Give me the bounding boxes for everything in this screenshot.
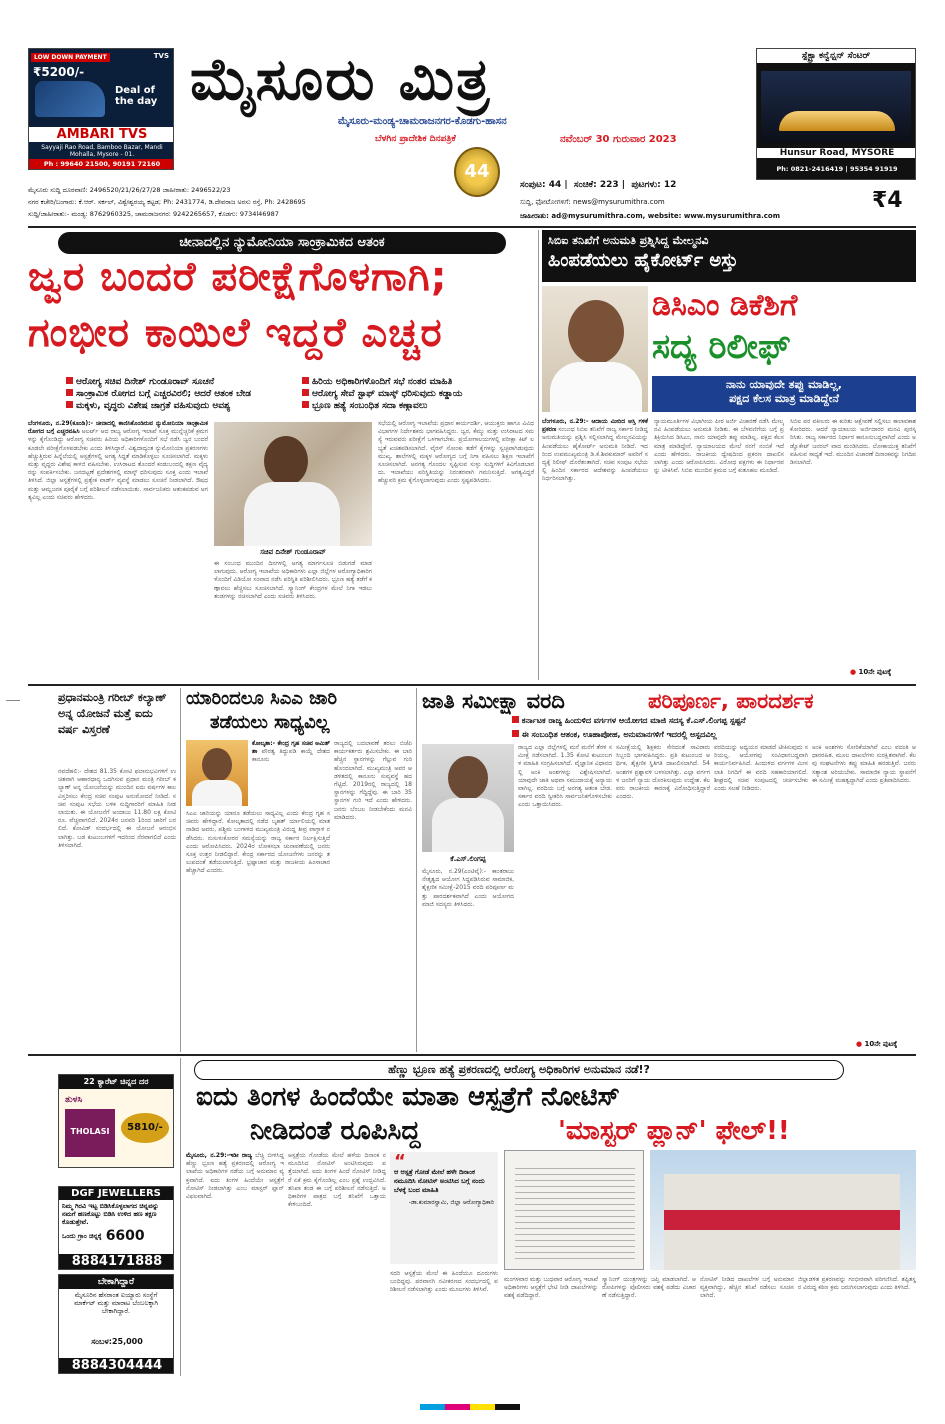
official-quote-by: -ಡಾ.ಕುಮಾರಸ್ವಾಮಿ, ಜಿಲ್ಲಾ ಆರೋಗ್ಯಾಧಿಕಾರಿ	[408, 1199, 494, 1206]
issue: ಸಂಚಿಕೆ: 223	[573, 180, 619, 190]
minister-photo	[214, 422, 372, 546]
lead-bullet: ಮಕ್ಕಳು, ವೃದ್ಧರು ವಿಶೇಷ ಜಾಗ್ರತೆ ವಹಿಸುವುದು ಅವಶ್ಯ	[76, 401, 231, 411]
ad-deal: Deal of the day	[115, 85, 158, 107]
dealer-phone: Ph : 99640 21500, 90191 72160	[29, 159, 174, 169]
caa-dateline: ಕೋಲ್ಕತಾ:- ಕೇಂದ್ರ ಗೃಹ ಸಚಿವ ಅಮಿತ್ ಶಾ	[252, 740, 330, 756]
contact-line-1: ಮೈಸೂರು ಸುದ್ದಿ ದೂರವಾಣಿ: 2496520/21/26/27/28 ಜಾಹೀರಾತು: 2496522/23	[28, 186, 231, 194]
pages: ಪುಟಗಳು: 12	[631, 180, 677, 190]
bottom-body-col-4: ಮಂಗಳವಾರ ಮತ್ತು ಬುಧವಾರ ಆರೋಗ್ಯ ಇಲಾಖೆ ಅಧಿಕಾರಿಗಳು ಆಸ್ಪತ್ರೆಗೆ ಭೇಟಿ ನೀಡಿ ದಾಖಲೆಗಳನ್ನು ವಶಕ್ಕೆ ಪಡೆದಿದ್ದಾರೆ.	[504, 1276, 598, 1300]
bottom-body-col-5: ಸ್ಕ್ಯಾನಿಂಗ್ ಯಂತ್ರಗಳನ್ನು ಜಪ್ತಿ ಮಾಡಲಾಗಿದೆ. ಆರೋಪಿಗಳನ್ನು ಪೊಲೀಸರು ವಶಕ್ಕೆ ಪಡೆದು ವಿಚಾರಣೆ ನಡೆಸುತ್ತಿದ್ದಾರೆ.	[602, 1276, 696, 1300]
lead-bullet: ಭ್ರೂಣ ಹತ್ಯೆ ಸಂಬಂಧಿತ ಸದಾ ಕಣ್ಗಾವಲು	[312, 401, 428, 411]
dks-quote-2: ಪಕ್ಷದ ಕೆಲಸ ಮಾತ್ರ ಮಾಡಿದ್ದೇನೆ	[729, 392, 839, 405]
pm-scheme-title: ಪ್ರಧಾನಮಂತ್ರಿ ಗರೀಬ್ ಕಲ್ಯಾಣ್ ಅನ್ನ ಯೋಜನೆ ಮತ್ತೆ ಐದು ವರ್ಷ ವಿಸ್ತರಣೆ	[58, 691, 167, 736]
dks-continued[interactable]: ● 10ನೇ ಪುಟಕ್ಕೆ	[850, 668, 892, 676]
pm-scheme-body: ನವದೆಹಲಿ:- ದೇಶದ 81.35 ಕೋಟಿ ಫಲಾನುಭವಿಗಳಿಗೆ ಉಚಿತವಾಗಿ ಆಹಾರಧಾನ್ಯ ಒದಗಿಸುವ ಪ್ರಧಾನ ಮಂತ್ರಿ ಗರೀಬ್ ಕಲ್ಯಾಣ್ ಅನ್ನ ಯೋಜನೆಯನ್ನು ಮುಂದಿನ ಐದು ವರ್ಷಗಳ ಕಾಲ ವಿಸ್ತರಿಸಲು ಕೇಂದ್ರ ಸಚಿವ ಸಂಪುಟ ಅನುಮೋದನೆ ನೀಡಿದೆ. ಸಚಿವ ಸಂಪುಟ ಸಭೆಯ ಬಳಿಕ ಸುದ್ದಿಗಾರರಿಗೆ ಮಾಹಿತಿ ನೀಡಲಾಯಿತು. ಈ ಯೋಜನೆಗೆ ಅಂದಾಜು 11.80 ಲಕ್ಷ ಕೋಟಿ ರೂ. ವೆಚ್ಚವಾಗಲಿದೆ. 2024ರ ಜನವರಿ 1ರಿಂದ ಜಾರಿಗೆ ಬರಲಿದೆ. ಕೋವಿಡ್ ಸಂದರ್ಭದಲ್ಲಿ ಈ ಯೋಜನೆ ಆರಂಭಿಸಲಾಗಿತ್ತು. ಬಡ ಕುಟುಂಬಗಳಿಗೆ ಇದರಿಂದ ನೆರವಾಗಲಿದೆ ಎಂದು ತಿಳಿಸಲಾಗಿದೆ.	[58, 768, 176, 849]
lead-bullet: ಹಿರಿಯ ಅಧಿಕಾರಿಗಳೊಂದಿಗೆ ಸಭೆ ನಂತರ ಮಾಹಿತಿ	[312, 377, 453, 387]
lead-bullet: ಆರೋಗ್ಯ ಸಚಿವ ದಿನೇಶ್ ಗುಂಡೂರಾವ್ ಸೂಚನೆ	[76, 377, 215, 387]
lead-bullet: ಆರೋಗ್ಯ ಸೇವೆ ಸ್ಟಾಫ್ ಮಾಸ್ಕ್ ಧರಿಸುವುದು ಕಡ್ಡಾಯ	[312, 389, 463, 399]
column-rule	[416, 688, 417, 1052]
shirt-shape	[432, 798, 504, 852]
shirt-shape	[550, 362, 642, 412]
lead-headline-2: ಗಂಭೀರ ಕಾಯಿಲೆ ಇದ್ದರೆ ಎಚ್ಚರ	[28, 310, 443, 356]
job-text: ಮೈಸೂರಿನ ಹೆಸರಾಂತ ಐಯ್ಯಾರು ಸಂಸ್ಥೆಗೆ ಮಾರ್ಕೆಟ್ ಮತ್ತು ಮಾರಾಟ ಬೆಂಬಲಕ್ಕಾಗಿ ಬೇಕಾಗಿದ್ದಾರೆ.	[74, 1291, 158, 1315]
dgf-phone: 8884171888	[59, 1254, 174, 1269]
caa-headline-2: ತಡೆಯಲು ಸಾಧ್ಯವಿಲ್ಲ	[210, 712, 330, 733]
lead-body-col-1: ಬೆಂಗಳೂರು, ನ.29(ಕೂಂಡಿ):- ಚೀನಾದಲ್ಲಿ ಕಾಣಿಸಿಕೊಂಡಿರುವ ನ್ಯುಮೋನಿಯಾ ಸಾಂಕ್ರಾಮಿಕ ರೋಗದ ಬಗ್ಗೆ ಎಚ್ಚರವಹಿಸಿ ಅಲರ್ಟ್ ಆದ ರಾಜ್ಯ ಆರೋಗ್ಯ ಇಲಾಖೆ ಸೂಕ್ತ ಮುನ್ನೆಚ್ಚರಿಕೆ ಕ್ರಮಗಳನ್ನು ಕೈಗೊಂಡಿದ್ದು ಆರೋಗ್ಯ ಸಚಿವರು ಹಿರಿಯ ಅಧಿಕಾರಿಗಳೊಂದಿಗೆ ಸಭೆ ನಡೆಸಿ ಜ್ವರ ಬಂದರೆ ಕೂಡಲೇ ಪರೀಕ್ಷೆಗೊಳಪಡಬೇಕು ಎಂದು ತಿಳಿಸಿದ್ದಾರೆ. ವಿಶ್ವದಾದ್ಯಂತ ನ್ಯುಮೋನಿಯಾ ಪ್ರಕರಣಗಳು ಹೆಚ್ಚುತ್ತಿರುವ ಹಿನ್ನೆಲೆಯಲ್ಲಿ ಆಸ್ಪತ್ರೆಗಳಲ್ಲಿ ಅಗತ್ಯ ಸಿದ್ಧತೆ ಮಾಡಿಕೊಳ್ಳಲು ಸೂಚಿಸಲಾಗಿದೆ. ಮಕ್ಕಳು ಮತ್ತು ವೃದ್ಧರು ವಿಶೇಷ ಕಾಳಜಿ ವಹಿಸಬೇಕು. ಉಸಿರಾಟದ ತೊಂದರೆ ಕಂಡುಬಂದಲ್ಲಿ ತಕ್ಷಣ ವೈದ್ಯರನ್ನು ಸಂಪರ್ಕಿಸಬೇಕು. ಜನದಟ್ಟಣೆ ಪ್ರದೇಶಗಳಲ್ಲಿ ಮಾಸ್ಕ್ ಧರಿಸುವುದು ಸೂಕ್ತ ಎಂದು ಇಲಾಖೆ ತಿಳಿಸಿದೆ. ಜಿಲ್ಲಾ ಆಸ್ಪತ್ರೆಗಳಲ್ಲಿ ಪ್ರತ್ಯೇಕ ವಾರ್ಡ್ ವ್ಯವಸ್ಥೆ ಮಾಡಲು ಸೂಚನೆ ನೀಡಲಾಗಿದೆ. ಔಷಧ ಮತ್ತು ಆಮ್ಲಜನಕ ಪೂರೈಕೆ ಬಗ್ಗೆ ಪರಿಶೀಲನೆ ನಡೆಸಲಾಯಿತು. ಸಾರ್ವಜನಿಕರು ಆತಂಕಪಡುವ ಅಗತ್ಯವಿಲ್ಲ ಎಂದು ಸಚಿವರು ಹೇಳಿದರು.	[28, 420, 208, 501]
ad-ambari-tvs[interactable]	[28, 48, 174, 170]
caa-body-col-1: ಕೋಲ್ಕತಾ:- ಕೇಂದ್ರ ಗೃಹ ಸಚಿವ ಅಮಿತ್ ಶಾ ಪೌರತ್ವ ತಿದ್ದುಪಡಿ ಕಾಯ್ದೆ ದೇಶದ ಕಾನೂನು	[252, 740, 330, 764]
bottom-headline-1: ಐದು ತಿಂಗಳ ಹಿಂದೆಯೇ ಮಾತಾ ಆಸ್ಪತ್ರೆಗೆ ನೋಟಿಸ್	[196, 1082, 620, 1112]
ad-price: ₹5200/-	[33, 65, 85, 79]
registration-mark-left	[6, 700, 20, 701]
web-line[interactable]: ಜಾಹೀರಾತು: ad@mysurumithra.com, website: www.mysurumithra.com	[520, 212, 781, 220]
dks-quote-1: ನಾನು ಯಾವುದೇ ತಪ್ಪು ಮಾಡಿಲ್ಲ,	[726, 378, 842, 391]
ad-badge: LOW DOWN PAYMENT	[31, 53, 110, 62]
caste-body-col-5: ಅಂಕಿ ಅಂಶಗಳು ಸೋರಿಕೆಯಾಗಿವೆ ಎಂಬ ವದಂತಿ ಆಧಾರರಹಿತ. ಮೂಲ ದಾಖಲೆಗಳು ಸುರಕ್ಷಿತವಾಗಿವೆ. ಕೆಲವು ಸಂಘಟನೆಗಳು ತಪ್ಪು ಮಾಹಿತಿ ಹರಡುತ್ತಿವೆ. ಜನರು ಸತ್ಯಾಂಶ ಅರಿಯಬೇಕು. ಸಾಮಾಜಿಕ ನ್ಯಾಯ ಸ್ಥಾಪನೆಗೆ ಈ ಸಮೀಕ್ಷೆ ಮಹತ್ವದ್ದಾಗಿದೆ ಎಂದು ಪ್ರತಿಪಾದಿಸಿದರು.	[812, 744, 916, 784]
email-line[interactable]: ಸುದ್ದಿ, ಫೋಟೋಗಳಿಗೆ: news@mysurumithra.com	[520, 198, 665, 206]
masthead-title: ಮೈಸೂರು ಮಿತ್ರ	[190, 45, 492, 113]
volume: ಸಂಪುಟ: 44	[520, 180, 562, 190]
lead-bullet: ಸಾಂಕ್ರಾಮಿಕ ರೋಗದ ಬಗ್ಗೆ ಎಚ್ಚರವಿರಲಿ; ಆದರೆ ಆತಂಕ ಬೇಡ	[76, 389, 251, 399]
contact-line-2: ನಗರ ಕಚೇರಿ/ಬಂಗಾರು: ಕೆ.ಆರ್. ಸರ್ಕಲ್, ವಿಶ್ವೇಶ್ವರಯ್ಯ ಕಟ್ಟಡ; Ph: 2431774, ಡಿ.ದೇವರಾಜ ಅರಸು ರಸ್ತೆ, Ph: 2428695	[28, 198, 306, 206]
tholasi-brand: ತುಳಸಿ	[65, 1095, 83, 1105]
dgf-gram-label: ಒಂದು ಗ್ರಾಂ ಚಿನ್ನಕ್ಕೆ	[62, 1231, 102, 1240]
dgf-text: ನಿಮ್ಮ ಗಿರವಿ ಇಟ್ಟ ಬಿಡಿಸಿಕೊಳ್ಳಲಾಗದ ಚಿನ್ನವನ್ನು ನಮಗೆ ಹಣಕೊಟ್ಟು ಬಿಡಿಸಿ ಉಳಿದ ಹಣ ತಕ್ಷಣ ಕೊಡುತ್ತೇವೆ.	[62, 1202, 159, 1226]
venue-location: Hunsur Road, MYSORE	[757, 148, 916, 158]
dks-headline-2: ಸದ್ಯ ರಿಲೀಫ್	[652, 327, 791, 367]
caa-headline-1: ಯಾರಿಂದಲೂ ಸಿಎಎ ಜಾರಿ	[186, 688, 338, 709]
quote-mark-icon: “	[394, 1151, 406, 1172]
caa-body-col-2: ಸಿಎಎ ಜಾರಿಯನ್ನು ಯಾರೂ ತಡೆಯಲು ಸಾಧ್ಯವಿಲ್ಲ ಎಂದು ಕೇಂದ್ರ ಗೃಹ ಸಚಿವರು ಹೇಳಿದ್ದಾರೆ. ಕೋಲ್ಕತಾದಲ್ಲಿ ನಡೆದ ಬೃಹತ್ ರ್ಯಾಲಿಯಲ್ಲಿ ಮಾತನಾಡಿದ ಅವರು, ಪಶ್ಚಿಮ ಬಂಗಾಳದ ಮುಖ್ಯಮಂತ್ರಿ ವಿರುದ್ಧ ತೀವ್ರ ವಾಗ್ದಾಳಿ ನಡೆಸಿದರು. ನುಸುಳುಕೋರರ ಸಮಸ್ಯೆಯನ್ನು ರಾಜ್ಯ ಸರ್ಕಾರ ನಿರ್ಲಕ್ಷಿಸುತ್ತಿದೆ ಎಂದು ಆರೋಪಿಸಿದರು. 2024ರ ಲೋಕಸಭಾ ಚುನಾವಣೆಯಲ್ಲಿ ಜನರು ಸೂಕ್ತ ಉತ್ತರ ನೀಡಲಿದ್ದಾರೆ. ಕೇಂದ್ರ ಸರ್ಕಾರದ ಯೋಜನೆಗಳು ಜನರನ್ನು ತಲುಪದಂತೆ ತಡೆಯಲಾಗುತ್ತಿದೆ. ಭ್ರಷ್ಟಾಚಾರ ಮತ್ತು ರಾಜಕೀಯ ಹಿಂಸಾಚಾರ ಹೆಚ್ಚಾಗಿದೆ ಎಂದರು.	[186, 810, 330, 875]
anniversary-emblem	[454, 147, 500, 197]
lingappa-caption: ಕೆ.ಎಸ್.ಲಿಂಗಪ್ಪ	[450, 855, 486, 863]
color-bar	[420, 1404, 520, 1410]
face-shape	[202, 748, 232, 782]
bottom-dateline: ಮೈಸೂರು, ನ.29:-ಇಡೀ ರಾಜ್ಯ	[186, 1152, 253, 1159]
lingappa-photo	[422, 744, 514, 852]
column-rule	[538, 230, 539, 680]
face-shape	[448, 756, 488, 800]
dgf-title: DGF JEWELLERS	[59, 1187, 173, 1200]
dgf-price: 6600	[105, 1228, 145, 1244]
anniversary-number: 44	[464, 161, 490, 182]
dks-dateline: ಬೆಂಗಳೂರು, ನ.29:- ಆದಾಯ ಮೀರಿದ ಆಸ್ತಿ ಗಳಿಕೆ ಪ್ರಕರಣ	[542, 418, 648, 434]
contact-line-3: ಸುದ್ದಿ/ಜಾಹೀರಾತು:- ಮಂಡ್ಯ: 8762960325, ಚಾಮರಾಜನಗರ: 9242265657, ಕೊಡಗು: 9734l46987	[28, 210, 279, 218]
dks-kicker	[542, 230, 916, 282]
hospital-building-image	[650, 1150, 916, 1270]
person-silhouette	[264, 436, 308, 486]
bottom-body-col-3: ಸದರಿ ಆಸ್ಪತ್ರೆಯ ಮೇಲೆ ಈ ಹಿಂದೆಯೂ ದೂರುಗಳು ಬಂದಿದ್ದವು. ಪರವಾನಗಿ ನವೀಕರಣದ ಸಂದರ್ಭದಲ್ಲಿ ಪರಿಶೀಲನೆ ನಡೆಸಲಾಗಿತ್ತು ಎಂದು ಮೂಲಗಳು ತಿಳಿಸಿವೆ.	[390, 1270, 498, 1294]
section-divider	[28, 1054, 916, 1056]
masthead-date: ನವೆಂಬರ್ 30 ಗುರುವಾರ 2023	[560, 134, 677, 145]
tholasi-logo	[65, 1109, 115, 1157]
price: ₹4	[872, 188, 903, 213]
caste-body-col-4: ವರದಿಯನ್ನು ಅಧ್ಯಯನ ಮಾಡದೆ ಟೀಕಿಸುವುದು ಸರಿಯಲ್ಲ. ಆಯೋಗವು ಸಂವಿಧಾನಬದ್ಧವಾಗಿ ಕಾರ್ಯನಿರ್ವಹಿಸಿದೆ. ಹಿಂದುಳಿದ ವರ್ಗಗಳ ಮೀಸಲಾತಿ ನಿಗದಿಗೆ ಈ ವರದಿ ಸಹಕಾರಿಯಾಗಲಿದೆ. ಶೀಘ್ರದಲ್ಲಿ ಸಚಿವ ಸಂಪುಟದಲ್ಲಿ ಚರ್ಚಿಸಬೇಕು ಎಂದು ಸಲಹೆ ನೀಡಿದರು.	[714, 744, 808, 793]
bottom-headline-2a: ನೀಡಿದಂತೆ ರೂಪಿಸಿದ್ದ	[250, 1116, 421, 1146]
dks-headline-1: ಡಿಸಿಎಂ ಡಿಕೆಶಿಗೆ	[652, 288, 798, 323]
official-quote-box	[390, 1152, 498, 1264]
dks-body-col-3: ಸಿಬಿಐ ಪರ ವಕೀಲರು ಈ ಕುರಿತು ಆಕ್ಷೇಪಣೆ ಸಲ್ಲಿಸಲು ಕಾಲಾವಕಾಶ ಕೋರಿದರು. ಆದರೆ ನ್ಯಾಯಾಲಯ ಅರ್ಜಿದಾರರ ಮನವಿ ಪುರಸ್ಕರಿಸಿತು. ರಾಜ್ಯ ಸರ್ಕಾರದ ನಿರ್ಧಾರ ಕಾನೂನುಬದ್ಧವಾಗಿದೆ ಎಂದು ಅಡ್ವೊಕೇಟ್ ಜನರಲ್ ವಾದ ಮಂಡಿಸಿದರು. ಲೋಕಾಯುಕ್ತ ತನಿಖೆಗೆ ವಹಿಸುವ ಸಾಧ್ಯತೆ ಇದೆ. ಮುಂದಿನ ವಿಚಾರಣೆ ದಿನಾಂಕವನ್ನು ನಿಗದಿಪಡಿಸಲಾಗಿದೆ.	[790, 418, 916, 467]
caste-body-col-1: ಮೈಸೂರು, ನ.29(ಎಂಟಿವೈ):- ಕಾಂತರಾಜು ನೇತೃತ್ವದ ಆಯೋಗ ಸಿದ್ಧಪಡಿಸಿರುವ ಸಾಮಾಜಿಕ, ಶೈಕ್ಷಣಿಕ ಸಮೀಕ್ಷೆ-2015 ವರದಿ ಪರಿಪೂರ್ಣ ಮತ್ತು ಪಾರದರ್ಶಕವಾಗಿದೆ ಎಂದು ಆಯೋಗದ ಮಾಜಿ ಸದಸ್ಯರು ತಿಳಿಸಿದರು.	[422, 868, 514, 908]
job-title: ಬೇಕಾಗಿದ್ದಾರೆ	[59, 1275, 173, 1289]
lead-dateline: ಬೆಂಗಳೂರು, ನ.29(ಕೂಂಡಿ):- ಚೀನಾದಲ್ಲಿ ಕಾಣಿಸಿಕೊಂಡಿರುವ ನ್ಯುಮೋನಿಯಾ ಸಾಂಕ್ರಾಮಿಕ ರೋಗದ ಬಗ್ಗೆ ಎಚ್ಚರವಹಿಸಿ	[28, 420, 208, 436]
notice-document-image	[504, 1150, 644, 1270]
motorbike-image	[35, 81, 105, 117]
caste-body-col-2: ರಾಜ್ಯದ ಎಲ್ಲಾ ಜಿಲ್ಲೆಗಳಲ್ಲಿ ಮನೆ ಮನೆಗೆ ತೆರಳಿ ಸಮೀಕ್ಷೆ ನಡೆಸಲಾಗಿದೆ. 1.35 ಕೋಟಿ ಕುಟುಂಬಗಳ ಮಾಹಿತಿ ಸಂಗ್ರಹಿಸಲಾಗಿದೆ. ವೈಜ್ಞಾನಿಕ ವಿಧಾನದಲ್ಲಿ ಅಂಕಿ ಅಂಶಗಳನ್ನು ವಿಶ್ಲೇಷಿಸಲಾಗಿದೆ. ಯಾವುದೇ ಜಾತಿ ಅಥವಾ ಸಮುದಾಯಕ್ಕೆ ಅನ್ಯಾಯವಾಗಿಲ್ಲ. ವರದಿಯ ಬಗ್ಗೆ ಅನಗತ್ಯ ಆತಂಕ ಬೇಡ. ಸರ್ಕಾರ ವರದಿ ಸ್ವೀಕರಿಸಿ ಸಾರ್ವಜನಿಕಗೊಳಿಸಬೇಕು ಎಂದು ಒತ್ತಾಯಿಸಿದರು.	[518, 744, 612, 809]
venue-image	[761, 71, 911, 143]
section-divider	[28, 684, 916, 686]
gold-rate-title: 22 ಕ್ಯಾರೆಟ್ ಚಿನ್ನದ ದರ	[59, 1075, 173, 1089]
dks-continued-label: 10ನೇ ಪುಟಕ್ಕೆ	[858, 668, 892, 676]
caste-sub-1-text: ಕರ್ನಾಟಕ ರಾಜ್ಯ ಹಿಂದುಳಿದ ವರ್ಗಗಳ ಆಯೋಗದ ಮಾಜಿ ಸದಸ್ಯ ಕೆ.ಎಸ್.ಲಿಂಗಪ್ಪ ಸ್ಪಷ್ಟನೆ	[521, 716, 746, 725]
bottom-headline-2b: 'ಮಾಸ್ಟರ್ ಪ್ಲಾನ್' ಫೇಲ್!!	[558, 1116, 790, 1146]
masthead-tagline: ಬೆಳಗಿನ ಪ್ರಾದೇಶಿಕ ದಿನಪತ್ರಿಕೆ	[375, 134, 456, 144]
ad-tholasi-gold[interactable]	[58, 1074, 174, 1168]
lead-kicker: ಚೀನಾದಲ್ಲಿನ ನ್ಯುಮೋನಿಯಾ ಸಾಂಕ್ರಾಮಿಕದ ಆತಂಕ	[58, 232, 506, 254]
venue-building	[779, 111, 895, 131]
column-rule	[180, 1058, 181, 1376]
caste-sub-2	[512, 730, 916, 740]
job-salary: ಸಂಬಳ:25,000	[91, 1337, 143, 1346]
pm-scheme-brief	[58, 690, 176, 738]
dks-kicker-2: ಹಿಂಪಡೆಯಲು ಹೈಕೋರ್ಟ್ ಅಸ್ತು	[548, 250, 739, 271]
shirt-shape	[244, 482, 340, 546]
lead-bullets	[66, 376, 530, 412]
dealer-name: AMBARI TVS	[29, 127, 174, 142]
caste-continued-label: 10ನೇ ಪುಟಕ್ಕೆ	[864, 1040, 898, 1048]
bottom-body-col-7: ಜಿಲ್ಲಾಡಳಿತ ಪ್ರಕರಣವನ್ನು ಗಂಭೀರವಾಗಿ ಪರಿಗಣಿಸಿದೆ. ತಪ್ಪಿತಸ್ಥರ ವಿರುದ್ಧ ಕಠಿಣ ಕ್ರಮ ಜರುಗಿಸಲಾಗುವುದು ಎಂದು ತಿಳಿಸಿದೆ.	[798, 1276, 916, 1292]
dealer-address: Sayyaji Rao Road, Bamboo Bazar, Mandi Mohalla, Mysore - 01.	[41, 144, 163, 158]
venue-phone: Ph: 0821-2416419 | 95354 91919	[776, 165, 898, 173]
lead-body-col-2: ಈ ಸಂಬಂಧ ಮುಂದಿನ ದಿನಗಳಲ್ಲಿ ಅಗತ್ಯ ಮಾರ್ಗಸೂಚಿ ಬಿಡುಗಡೆ ಮಾಡಲಾಗುವುದು. ಆರೋಗ್ಯ ಇಲಾಖೆಯ ಅಧಿಕಾರಿಗಳು ಎಲ್ಲಾ ಜಿಲ್ಲೆಗಳ ಆರೋಗ್ಯಾಧಿಕಾರಿಗಳೊಂದಿಗೆ ವಿಡಿಯೋ ಸಂವಾದ ನಡೆಸಿ ಪರಿಸ್ಥಿತಿ ಪರಿಶೀಲಿಸಿದರು. ಭ್ರೂಣ ಹತ್ಯೆ ತಡೆಗೆ ಕಣ್ಗಾವಲು ಹೆಚ್ಚಿಸಲು ಸೂಚಿಸಲಾಗಿದೆ. ಸ್ಕ್ಯಾನಿಂಗ್ ಕೇಂದ್ರಗಳ ಮೇಲೆ ನಿಗಾ ಇಡಲು ತಂಡಗಳನ್ನು ರಚಿಸಲಾಗಿದೆ ಎಂದು ಸಚಿವರು ತಿಳಿಸಿದರು.	[214, 560, 372, 600]
bottom-body-col-6: ನೋಟಿಸ್ ನೀಡಿದ ದಾಖಲೆಗಳ ಬಗ್ಗೆ ಅನುಮಾನ ವ್ಯಕ್ತವಾಗಿದ್ದು, ಹೆಚ್ಚಿನ ತನಿಖೆ ನಡೆಸಲು ಸೂಚಿಸಲಾಗಿದೆ.	[700, 1276, 794, 1300]
bottom-kicker: ಹೆಣ್ಣು ಭ್ರೂಣ ಹತ್ಯೆ ಪ್ರಕರಣದಲ್ಲಿ ಆರೋಗ್ಯ ಅಧಿಕಾರಿಗಳ ಅನುಮಾನ ನಡೆ!?	[194, 1060, 844, 1080]
lead-body-col-3: ಸಭೆಯಲ್ಲಿ ಆರೋಗ್ಯ ಇಲಾಖೆಯ ಪ್ರಧಾನ ಕಾರ್ಯದರ್ಶಿ, ಆಯುಕ್ತರು ಹಾಗೂ ವಿವಿಧ ವಿಭಾಗಗಳ ನಿರ್ದೇಶಕರು ಭಾಗವಹಿಸಿದ್ದರು. ಜ್ವರ, ಕೆಮ್ಮು ಮತ್ತು ಉಸಿರಾಟದ ಸಮಸ್ಯೆ ಇರುವವರು ಪರೀಕ್ಷೆಗೆ ಒಳಗಾಗಬೇಕು. ಪ್ರಯೋಗಾಲಯಗಳಲ್ಲಿ ಪರೀಕ್ಷಾ ಕಿಟ್ ಲಭ್ಯತೆ ಖಚಿತಪಡಿಸಲಾಗಿದೆ. ವೈರಸ್ ಸೋಂಕು ತಡೆಗೆ ಕೈಗಳನ್ನು ಸ್ವಚ್ಛವಾಗಿಡುವುದು ಮುಖ್ಯ. ಶಾಲೆಗಳಲ್ಲಿ ಮಕ್ಕಳ ಆರೋಗ್ಯದ ಬಗ್ಗೆ ನಿಗಾ ವಹಿಸಲು ಶಿಕ್ಷಣ ಇಲಾಖೆಗೆ ಸೂಚಿಸಲಾಗಿದೆ. ಅನಗತ್ಯ ಗೊಂದಲ ಸೃಷ್ಟಿಸುವ ಸುಳ್ಳು ಸುದ್ದಿಗಳಿಗೆ ಕಿವಿಗೊಡಬಾರದು. ಇಲಾಖೆಯು ಪರಿಸ್ಥಿತಿಯನ್ನು ನಿರಂತರವಾಗಿ ಗಮನಿಸುತ್ತಿದೆ. ಅಗತ್ಯವಿದ್ದರೆ ಹೆಚ್ಚುವರಿ ಕ್ರಮ ಕೈಗೊಳ್ಳಲಾಗುವುದು ಎಂದು ಸ್ಪಷ್ಟಪಡಿಸಿದರು.	[378, 420, 534, 485]
caste-continued[interactable]: ● 10ನೇ ಪುಟಕ್ಕೆ	[856, 1040, 898, 1048]
caste-headline-b: ಪರಿಪೂರ್ಣ, ಪಾರದರ್ಶಕ	[648, 689, 814, 713]
ad-dgf-jewellers[interactable]	[58, 1186, 174, 1270]
caste-headline-a: ಜಾತಿ ಸಮೀಕ್ಷಾ ವರದಿ	[422, 689, 565, 713]
masthead-regions: ಮೈಸೂರು-ಮಂಡ್ಯ-ಚಾಮರಾಜನಗರ-ಕೊಡಗು-ಹಾಸನ	[338, 116, 507, 127]
dks-kicker-1: ಸಿಬಿಐ ತನಿಖೆಗೆ ಅನುಮತಿ ಪ್ರಶ್ನಿಸಿದ್ದ ಮೇಲ್ಮನವಿ	[548, 234, 709, 247]
gold-rate-badge: 5810/-	[121, 1113, 169, 1143]
lead-headline-1: ಜ್ವರ ಬಂದರೆ ಪರೀಕ್ಷೆಗೊಳಗಾಗಿ;	[28, 254, 448, 300]
dks-body-col-1: ಬೆಂಗಳೂರು, ನ.29:- ಆದಾಯ ಮೀರಿದ ಆಸ್ತಿ ಗಳಿಕೆ ಪ್ರಕರಣ ಸಂಬಂಧ ಸಿಬಿಐ ತನಿಖೆಗೆ ರಾಜ್ಯ ಸರ್ಕಾರ ನೀಡಿದ್ದ ಅನುಮತಿಯನ್ನು ಪ್ರಶ್ನಿಸಿ ಸಲ್ಲಿಸಲಾಗಿದ್ದ ಮೇಲ್ಮನವಿಯನ್ನು ಹಿಂಪಡೆಯಲು ಹೈಕೋರ್ಟ್ ಅನುಮತಿ ನೀಡಿದೆ. ಇದರಿಂದ ಉಪಮುಖ್ಯಮಂತ್ರಿ ಡಿ.ಕೆ.ಶಿವಕುಮಾರ್ ಅವರಿಗೆ ಸದ್ಯಕ್ಕೆ ರಿಲೀಫ್ ದೊರೆತಂತಾಗಿದೆ. ಸಚಿವ ಸಂಪುಟ ಸಭೆಯಲ್ಲಿ ಹಿಂದಿನ ಸರ್ಕಾರದ ಆದೇಶವನ್ನು ಹಿಂಪಡೆಯಲು ನಿರ್ಧರಿಸಲಾಗಿತ್ತು.	[542, 418, 648, 483]
document-lines	[515, 1163, 635, 1259]
volume-info: ಸಂಪುಟ: 44 | ಸಂಚಿಕೆ: 223 | ಪುಟಗಳು: 12	[520, 180, 677, 190]
bottom-body-col-2: ಆಸ್ಪತ್ರೆಯ ಗೋಡೆಯ ಮೇಲೆ ಹಳೆಯ ದಿನಾಂಕ ನಮೂದಿಸಿದ ನೋಟಿಸ್ ಅಂಟಿಸಿರುವುದು ಪತ್ತೆಯಾಗಿದೆ. ಐದು ತಿಂಗಳ ಹಿಂದೆ ನೋಟಿಸ್ ನೀಡಿದ್ದರೆ ಏಕೆ ಕ್ರಮ ಕೈಗೊಂಡಿಲ್ಲ ಎಂಬ ಪ್ರಶ್ನೆ ಉದ್ಭವಿಸಿದೆ. ತನಿಖಾ ತಂಡ ಈ ಬಗ್ಗೆ ಪರಿಶೀಲನೆ ನಡೆಸುತ್ತಿದೆ. ಅಧಿಕಾರಿಗಳ ಪಾತ್ರದ ಬಗ್ಗೆ ತನಿಖೆಗೆ ಒತ್ತಾಯ ಕೇಳಿಬಂದಿದೆ.	[288, 1152, 386, 1209]
caste-sub-2-text: ಈ ಸಂಬಂಧಿತ ಆತಂಕ, ಊಹಾಪೋಹ, ಅನುಮಾನಗಳಿಗೆ ಇದರಲ್ಲಿ ಅಸ್ಪದವಿಲ್ಲ	[521, 730, 717, 739]
caste-sub-1	[512, 716, 916, 726]
dks-body-col-2: ನ್ಯಾಯಮೂರ್ತಿಗಳ ವಿಭಾಗೀಯ ಪೀಠ ಅರ್ಜಿ ವಿಚಾರಣೆ ನಡೆಸಿ ಮೇಲ್ಮನವಿ ಹಿಂಪಡೆಯಲು ಅನುಮತಿ ನೀಡಿತು. ಈ ಬೆಳವಣಿಗೆಯ ಬಗ್ಗೆ ಪ್ರತಿಕ್ರಿಯಿಸಿದ ಡಿಸಿಎಂ, ನಾನು ಯಾವುದೇ ತಪ್ಪು ಮಾಡಿಲ್ಲ. ಪಕ್ಷದ ಕೆಲಸ ಮಾತ್ರ ಮಾಡಿದ್ದೇನೆ. ನ್ಯಾಯಾಲಯದ ಮೇಲೆ ನನಗೆ ನಂಬಿಕೆ ಇದೆ ಎಂದು ಹೇಳಿದರು. ರಾಜಕೀಯ ದ್ವೇಷದಿಂದ ಪ್ರಕರಣ ದಾಖಲಿಸಲಾಗಿತ್ತು ಎಂದು ಆರೋಪಿಸಿದರು. ವಿರೋಧ ಪಕ್ಷಗಳು ಈ ನಿರ್ಧಾರವನ್ನು ಟೀಕಿಸಿವೆ. ಸಿಬಿಐ ಮುಂದಿನ ಕ್ರಮದ ಬಗ್ಗೆ ಕುತೂಹಲ ಮೂಡಿದೆ.	[654, 418, 784, 475]
bottom-body-col-1: ಮೈಸೂರು, ನ.29:-ಇಡೀ ರಾಜ್ಯ ಬೆಚ್ಚಿ ಬೀಳಿಸಿದ್ದ ಹೆಣ್ಣು ಭ್ರೂಣ ಹತ್ಯೆ ಪ್ರಕರಣದಲ್ಲಿ ಆರೋಗ್ಯ ಇಲಾಖೆಯ ಅಧಿಕಾರಿಗಳ ನಡೆಯ ಬಗ್ಗೆ ಅನುಮಾನ ವ್ಯಕ್ತವಾಗಿದೆ. ಐದು ತಿಂಗಳ ಹಿಂದೆಯೇ ಆಸ್ಪತ್ರೆಗೆ ನೋಟಿಸ್ ನೀಡಲಾಗಿತ್ತು ಎಂಬ ಮಾಸ್ಟರ್ ಪ್ಲಾನ್ ವಿಫಲವಾಗಿದೆ.	[186, 1152, 284, 1201]
tvs-logo: TVS	[153, 52, 169, 60]
dks-quote-box	[652, 376, 916, 412]
official-quote: ಆ ಆಸ್ಪತ್ರೆ ಗೋಡೆ ಮೇಲೆ ಹಳೇ ದಿನಾಂಕ ನಮೂದಿಸಿ ನೋಟಿಸ್ ಅಂಟಿಸಿದ ಬಗ್ಗೆ ನಂದು ಬೆಳಕ್ಕೆ ಬಂದ ಮಾಹಿತಿ	[394, 1168, 485, 1194]
amit-shah-photo	[186, 740, 248, 806]
shirt-shape	[192, 780, 242, 806]
dk-shivakumar-photo	[542, 286, 648, 412]
caa-body-col-3: ರಾಜ್ಯದಲ್ಲಿ ಬದಲಾವಣೆ ತರಲು ಬಿಜೆಪಿ ಕಾರ್ಯಕರ್ತರು ಶ್ರಮಿಸಬೇಕು. ಈ ಬಾರಿ ಹೆಚ್ಚಿನ ಸ್ಥಾನಗಳನ್ನು ಗೆಲ್ಲುವ ಗುರಿ ಹೊಂದಲಾಗಿದೆ. ಮುಖ್ಯಮಂತ್ರಿ ಅವರ ಆಡಳಿತದಲ್ಲಿ ಕಾನೂನು ಸುವ್ಯವಸ್ಥೆ ಹದಗೆಟ್ಟಿದೆ. 2019ರಲ್ಲಿ ರಾಜ್ಯದಲ್ಲಿ 18 ಸ್ಥಾನಗಳನ್ನು ಗೆದ್ದಿದ್ದೆವು. ಈ ಬಾರಿ 35 ಸ್ಥಾನಗಳ ಗುರಿ ಇದೆ ಎಂದು ಹೇಳಿದರು. ಜನರು ಬೆಂಬಲ ನೀಡಬೇಕೆಂದು ಮನವಿ ಮಾಡಿದರು.	[334, 740, 412, 821]
column-rule	[180, 688, 181, 1052]
caste-body-col-3: ಸಮೀಕ್ಷೆಯಲ್ಲಿ ಶಿಕ್ಷಕರು ಸೇರಿದಂತೆ ಸಾವಿರಾರು ಸಿಬ್ಬಂದಿ ಭಾಗವಹಿಸಿದ್ದರು. ಪ್ರತಿ ಕುಟುಂಬದ ಆರ್ಥಿಕ, ಶೈಕ್ಷಣಿಕ ಸ್ಥಿತಿಗತಿ ದಾಖಲಿಸಲಾಗಿದೆ. 54 ಅಂಶಗಳ ಪ್ರಶ್ನಾವಳಿ ಬಳಸಲಾಗಿತ್ತು. ಎಲ್ಲಾ ವರ್ಗಗಳ ಜನರಿಗೆ ನ್ಯಾಯ ದೊರಕಿಸುವುದು ಉದ್ದೇಶ. ಕೆಲವರು ರಾಜಕೀಯ ಕಾರಣಕ್ಕೆ ವಿರೋಧಿಸುತ್ತಿದ್ದಾರೆ ಎಂದರು.	[616, 744, 710, 801]
tholasi-brand-en: THOLASI	[70, 1127, 110, 1136]
face-shape	[568, 300, 624, 364]
ad-job-wanted[interactable]	[58, 1274, 174, 1374]
ad-spectra-convention[interactable]	[756, 48, 916, 180]
job-phone: 8884304444	[59, 1358, 174, 1373]
building-band	[664, 1210, 900, 1230]
venue-title: ಸ್ಪೆಕ್ಟ್ರಾ ಕನ್ವೆನ್ಷನ್ ಸೆಂಟರ್	[757, 49, 915, 63]
minister-caption: ಸಚಿವ ದಿನೇಶ್ ಗುಂಡೂರಾವ್	[260, 548, 326, 556]
masthead-divider	[28, 226, 916, 228]
